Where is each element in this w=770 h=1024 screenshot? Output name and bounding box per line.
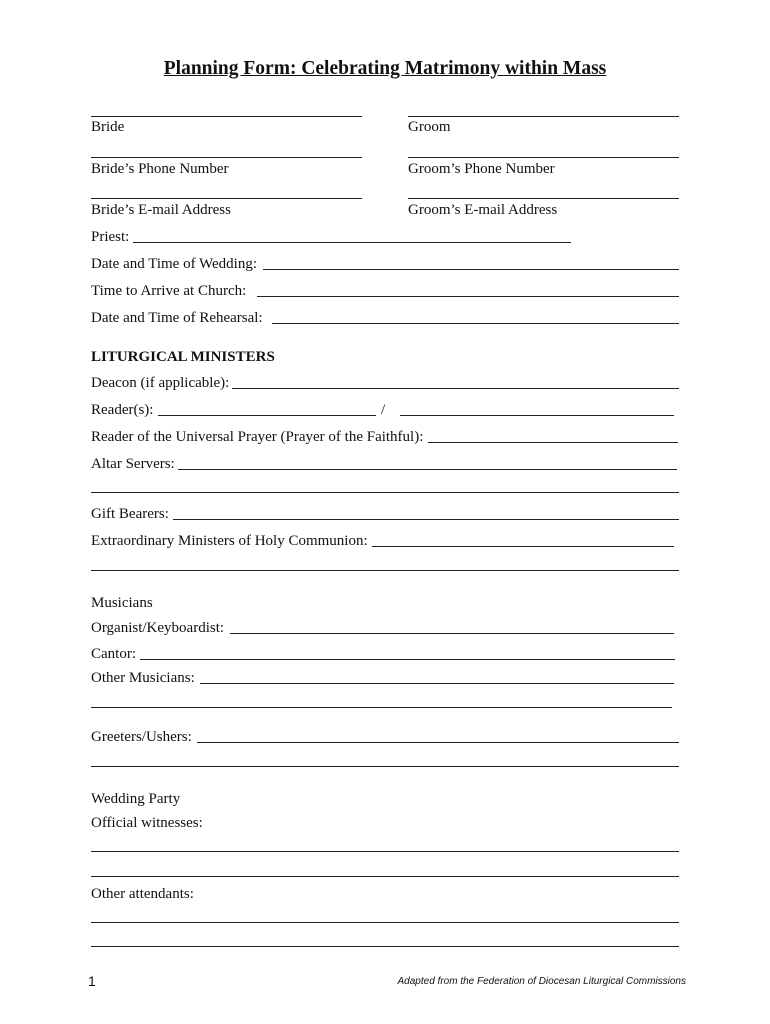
- wedding-party-heading: Wedding Party: [91, 791, 181, 807]
- universal-prayer-label: Reader of the Universal Prayer (Prayer of the Faithful):: [91, 429, 424, 445]
- bride-email-label: Bride’s E-mail Address: [91, 202, 231, 218]
- attendants-label: Other attendants:: [91, 886, 194, 902]
- page-title: Planning Form: Celebrating Matrimony within Mass: [163, 58, 607, 79]
- footer-credit: Adapted from the Federation of Diocesan Liturgical Commissions: [397, 976, 686, 987]
- bride-phone-label: Bride’s Phone Number: [91, 161, 229, 177]
- groom-phone-field[interactable]: [408, 157, 679, 158]
- witnesses-label: Official witnesses:: [91, 815, 203, 831]
- reader-1-field[interactable]: [158, 415, 376, 416]
- extraordinary-ministers-field[interactable]: [372, 546, 674, 547]
- readers-label: Reader(s):: [91, 402, 154, 418]
- cantor-field[interactable]: [140, 659, 675, 660]
- bride-phone-field[interactable]: [91, 157, 362, 158]
- liturgical-ministers-heading: LITURGICAL MINISTERS: [91, 349, 275, 365]
- extraordinary-ministers-label: Extraordinary Ministers of Holy Communion:: [91, 533, 368, 549]
- bride-label: Bride: [91, 119, 125, 135]
- greeters-field-2[interactable]: [91, 766, 679, 767]
- gift-bearers-field[interactable]: [173, 519, 679, 520]
- cantor-label: Cantor:: [91, 646, 136, 662]
- organist-field[interactable]: [230, 633, 674, 634]
- other-musicians-field-2[interactable]: [91, 707, 672, 708]
- altar-servers-field[interactable]: [178, 469, 677, 470]
- groom-name-field[interactable]: [408, 116, 679, 117]
- groom-phone-label: Groom’s Phone Number: [408, 161, 555, 177]
- attendants-field-2[interactable]: [91, 946, 679, 947]
- altar-servers-label: Altar Servers:: [91, 456, 175, 472]
- page-number: 1: [88, 973, 96, 989]
- organist-label: Organist/Keyboardist:: [91, 620, 225, 636]
- musicians-heading: Musicians: [91, 595, 153, 611]
- rehearsal-datetime-label: Date and Time of Rehearsal:: [91, 310, 263, 326]
- deacon-label: Deacon (if applicable):: [91, 375, 230, 391]
- attendants-field-1[interactable]: [91, 922, 679, 923]
- greeters-field[interactable]: [197, 742, 679, 743]
- wedding-datetime-label: Date and Time of Wedding:: [91, 256, 258, 272]
- priest-field[interactable]: [133, 242, 571, 243]
- greeters-label: Greeters/Ushers:: [91, 729, 192, 745]
- groom-email-field[interactable]: [408, 198, 679, 199]
- groom-label: Groom: [408, 119, 451, 135]
- other-musicians-field[interactable]: [200, 683, 674, 684]
- witnesses-field-2[interactable]: [91, 876, 679, 877]
- universal-prayer-field[interactable]: [428, 442, 678, 443]
- arrive-time-field[interactable]: [257, 296, 679, 297]
- deacon-field[interactable]: [232, 388, 679, 389]
- altar-servers-field-2[interactable]: [91, 492, 679, 493]
- wedding-datetime-field[interactable]: [263, 269, 679, 270]
- extraordinary-ministers-field-2[interactable]: [91, 570, 679, 571]
- arrive-time-label: Time to Arrive at Church:: [91, 283, 247, 299]
- bride-name-field[interactable]: [91, 116, 362, 117]
- other-musicians-label: Other Musicians:: [91, 670, 195, 686]
- rehearsal-datetime-field[interactable]: [272, 323, 679, 324]
- priest-label: Priest:: [91, 229, 130, 245]
- readers-separator: /: [381, 402, 386, 418]
- gift-bearers-label: Gift Bearers:: [91, 506, 169, 522]
- bride-email-field[interactable]: [91, 198, 362, 199]
- reader-2-field[interactable]: [400, 415, 674, 416]
- groom-email-label: Groom’s E-mail Address: [408, 202, 558, 218]
- witnesses-field-1[interactable]: [91, 851, 679, 852]
